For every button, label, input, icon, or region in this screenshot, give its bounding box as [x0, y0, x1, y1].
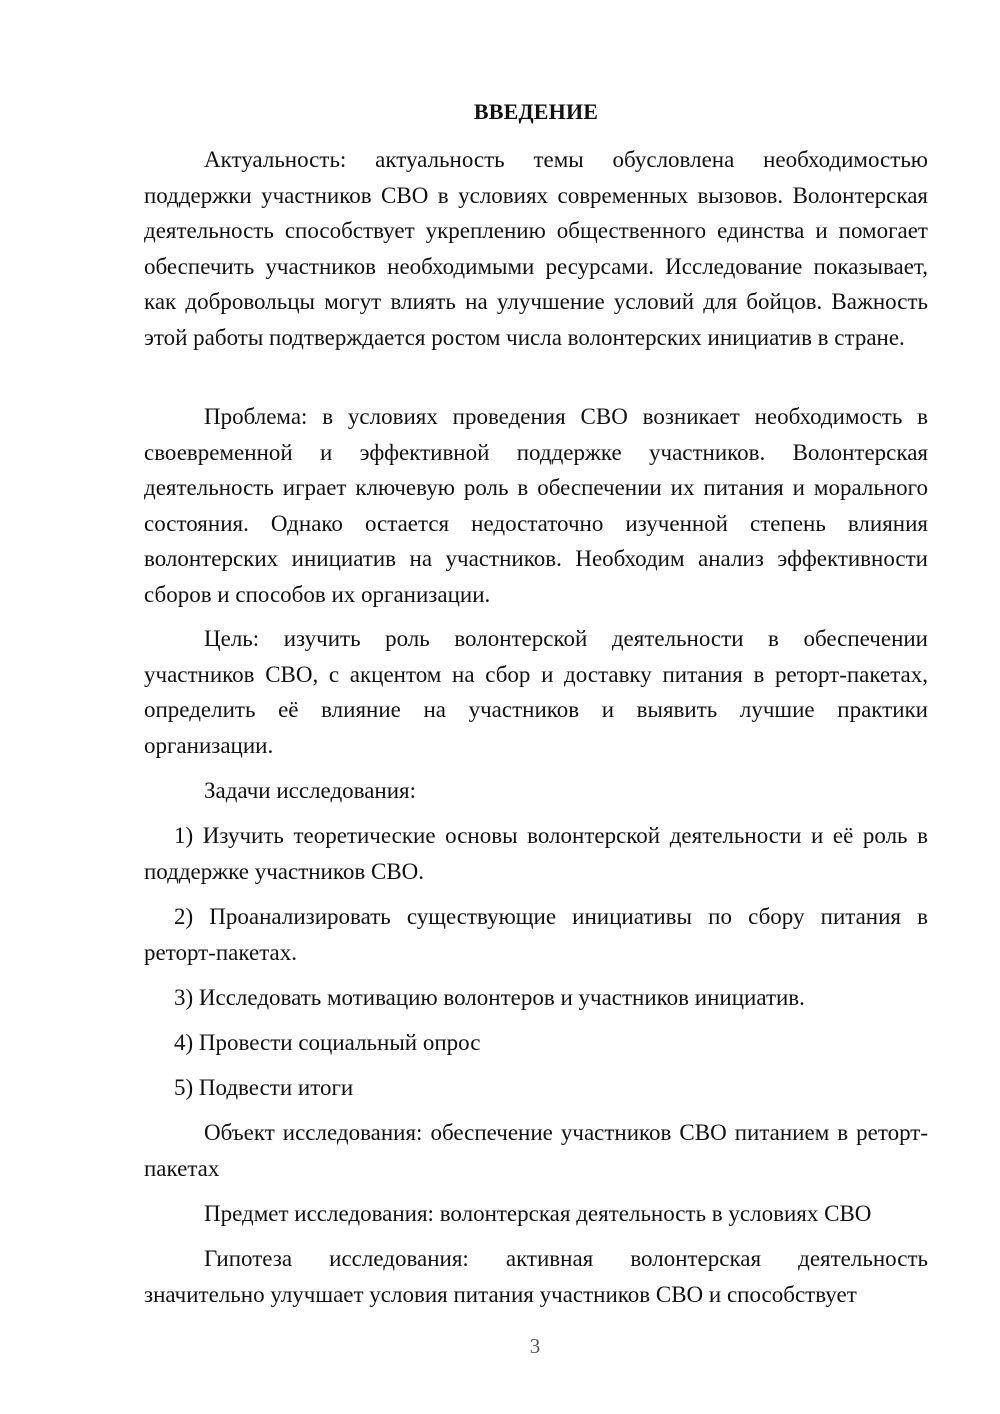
tasks-heading: Задачи исследования:	[204, 778, 417, 803]
task-item-1: 1) Изучить теоретические основы волонтерской деятельности и её роль в поддержке участников СВО.	[144, 823, 928, 884]
hypothesis-paragraph: Гипотеза исследования: активная волонтерская деятельность значительно улучшает условия питания участников СВО и способствует	[144, 1246, 928, 1307]
task-item-2: 2) Проанализировать существующие инициативы по сбору питания в реторт-пакетах.	[144, 904, 928, 965]
problem-paragraph: Проблема: в условиях проведения СВО возникает необходимость в своевременной и эффективной поддержке участников. Волонтерская деятельность играет ключевую роль в обеспечении их питания и морального состояния. Однако остается недостаточно изученной степень влияния волонтерских инициатив на участников. Необходим анализ эффективности сборов и способов их организации.	[144, 404, 928, 607]
page-number: 3	[529, 1334, 541, 1358]
task-item-5: 5) Подвести итоги	[174, 1075, 354, 1100]
goal-paragraph: Цель: изучить роль волонтерской деятельности в обеспечении участников СВО, с акцентом на сбор и доставку питания в реторт-пакетах, определить её влияние на участников и выявить лучшие практики организации.	[144, 626, 928, 758]
object-paragraph: Объект исследования: обеспечение участников СВО питанием в реторт-пакетах	[144, 1120, 928, 1181]
task-item-3: 3) Исследовать мотивацию волонтеров и участников инициатив.	[174, 985, 805, 1010]
page-title: ВВЕДЕНИЕ	[473, 99, 599, 124]
task-item-4: 4) Провести социальный опрос	[174, 1030, 481, 1055]
relevance-paragraph: Актуальность: актуальность темы обусловлена необходимостью поддержки участников СВО в условиях современных вызовов. Волонтерская деятельность способствует укреплению общественного единства и помогает обеспечить участников необходимыми ресурсами. Исследование показывает, как добровольцы могут влиять на улучшение условий для бойцов. Важность этой работы подтверждается ростом числа волонтерских инициатив в стране.	[144, 147, 928, 350]
subject-paragraph: Предмет исследования: волонтерская деятельность в условиях СВО	[204, 1201, 872, 1226]
